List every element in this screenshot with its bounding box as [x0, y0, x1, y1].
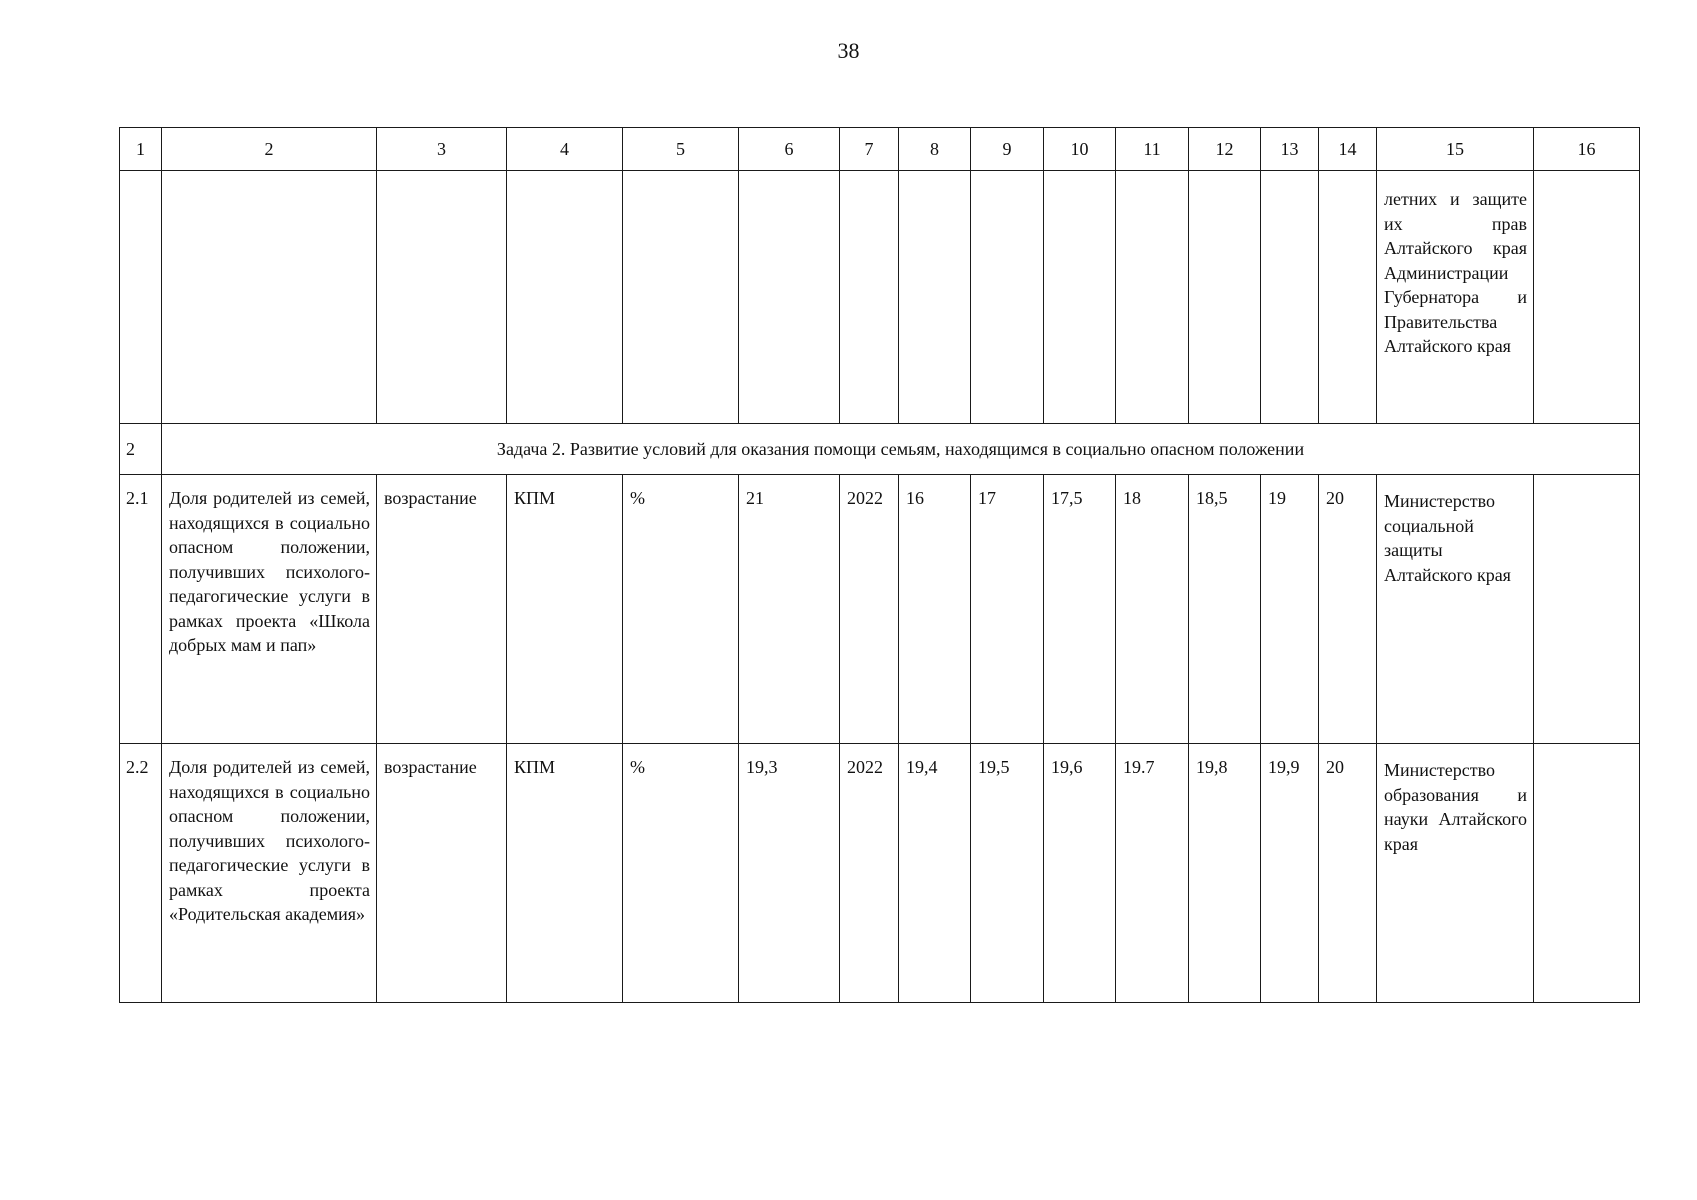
value-cell: 19,8 [1189, 744, 1261, 1003]
base-value-cell: 21 [739, 475, 840, 744]
column-number-header: 13 [1261, 128, 1319, 171]
column-number-header: 8 [899, 128, 971, 171]
value-cell: 19 [1261, 475, 1319, 744]
value-cell: 20 [1319, 475, 1377, 744]
empty-cell [971, 171, 1044, 424]
task-number: 2 [120, 424, 162, 475]
direction-cell: возрастание [377, 475, 507, 744]
empty-cell [899, 171, 971, 424]
empty-cell [120, 171, 162, 424]
indicator-type-cell: КПМ [507, 744, 623, 1003]
continuation-row [120, 171, 1640, 424]
empty-cell [1261, 171, 1319, 424]
column-number-header-row [120, 128, 1640, 171]
value-cell: 18,5 [1189, 475, 1261, 744]
empty-cell [507, 171, 623, 424]
row-number: 2.1 [120, 475, 162, 744]
empty-cell [377, 171, 507, 424]
responsible-cell-continuation: летних и защите их прав Алтайского края Администрации Губернатора и Правительства Алтайского края [1377, 171, 1534, 424]
value-cell: 18 [1116, 475, 1189, 744]
notes-cell [1534, 744, 1640, 1003]
column-number-header: 4 [507, 128, 623, 171]
indicator-type-cell: КПМ [507, 475, 623, 744]
value-cell: 19,4 [899, 744, 971, 1003]
row-number: 2.2 [120, 744, 162, 1003]
empty-cell [1116, 171, 1189, 424]
indicators-table [119, 127, 1640, 1003]
value-cell: 20 [1319, 744, 1377, 1003]
table-row [120, 475, 1640, 744]
unit-cell: % [623, 744, 739, 1003]
notes-cell [1534, 475, 1640, 744]
responsible-cell: Министерство образования и науки Алтайского края [1377, 744, 1534, 1003]
column-number-header: 2 [162, 128, 377, 171]
direction-cell: возрастание [377, 744, 507, 1003]
empty-cell [840, 171, 899, 424]
unit-cell: % [623, 475, 739, 744]
task-row [120, 424, 1640, 475]
column-number-header: 14 [1319, 128, 1377, 171]
indicator-name: Доля родителей из семей, находящихся в социально опасном положении, получивших психолого-педагогические услуги в рамках проекта «Школа добрых мам и пап» [162, 475, 377, 744]
page-number: 38 [837, 38, 860, 63]
column-number-header: 3 [377, 128, 507, 171]
value-cell: 19.7 [1116, 744, 1189, 1003]
empty-cell [1189, 171, 1261, 424]
empty-cell [1044, 171, 1116, 424]
column-number-header: 16 [1534, 128, 1640, 171]
column-number-header: 15 [1377, 128, 1534, 171]
base-value-cell: 19,3 [739, 744, 840, 1003]
empty-cell [162, 171, 377, 424]
value-cell: 17,5 [1044, 475, 1116, 744]
column-number-header: 7 [840, 128, 899, 171]
value-cell: 19,6 [1044, 744, 1116, 1003]
column-number-header: 11 [1116, 128, 1189, 171]
task-title: Задача 2. Развитие условий для оказания помощи семьям, находящимся в социально опасном положении [162, 424, 1640, 475]
empty-cell [1319, 171, 1377, 424]
empty-cell [623, 171, 739, 424]
column-number-header: 9 [971, 128, 1044, 171]
column-number-header: 1 [120, 128, 162, 171]
empty-cell [1534, 171, 1640, 424]
base-year-cell: 2022 [840, 475, 899, 744]
column-number-header: 12 [1189, 128, 1261, 171]
indicator-name: Доля родителей из семей, находящихся в социально опасном положении, получивших психолого-педагогические услуги в рамках проекта «Родительская академия» [162, 744, 377, 1003]
column-number-header: 10 [1044, 128, 1116, 171]
column-number-header: 5 [623, 128, 739, 171]
value-cell: 19,5 [971, 744, 1044, 1003]
base-year-cell: 2022 [840, 744, 899, 1003]
empty-cell [739, 171, 840, 424]
column-number-header: 6 [739, 128, 840, 171]
value-cell: 17 [971, 475, 1044, 744]
responsible-cell: Министерство социальной защиты Алтайского края [1377, 475, 1534, 744]
table-row [120, 744, 1640, 1003]
value-cell: 16 [899, 475, 971, 744]
value-cell: 19,9 [1261, 744, 1319, 1003]
